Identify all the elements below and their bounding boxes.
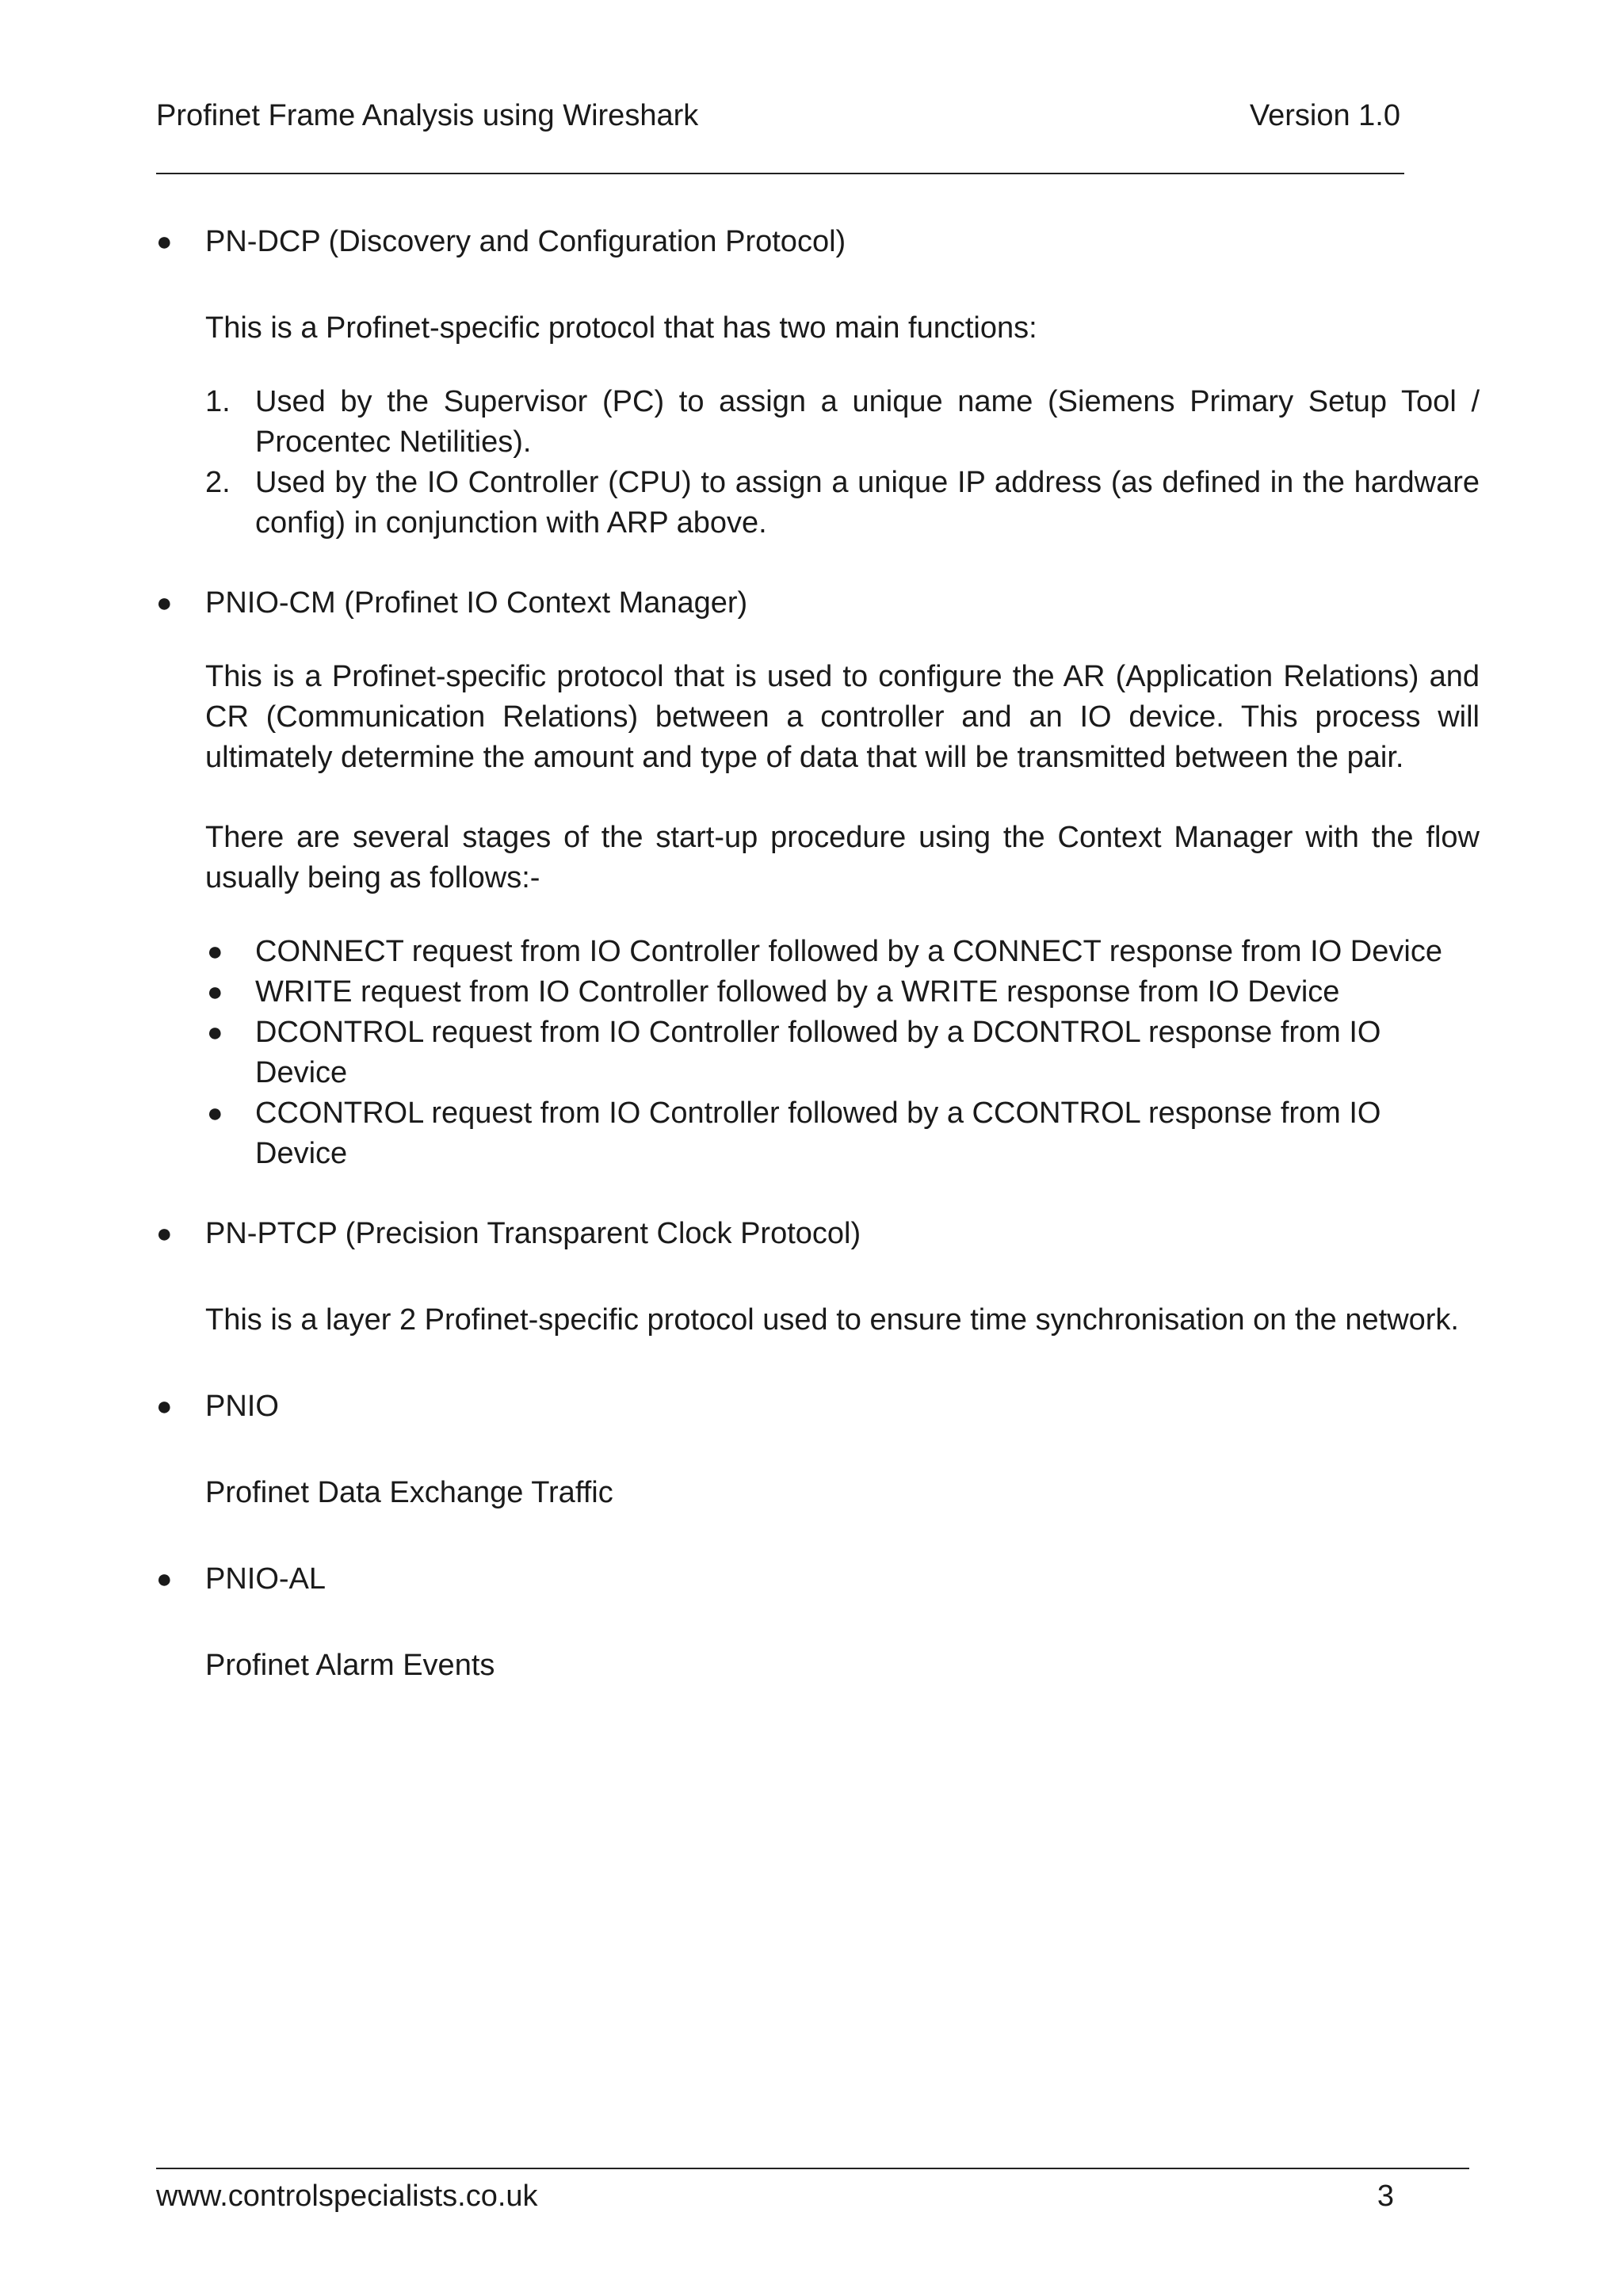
footer-url: www.controlspecialists.co.uk [156,2180,538,2213]
bullet-icon: ● [156,1219,173,1249]
section-heading: PN-DCP (Discovery and Configuration Protocol) [205,225,846,258]
section-intro: This is a Profinet-specific protocol that has two main functions: [205,311,1037,345]
list-item-text: WRITE request from IO Controller followed by a WRITE response from IO Device [255,975,1340,1009]
section-paragraph: There are several stages of the start-up procedure using the Context Manager with the flow usually being as follows:- [205,821,1480,894]
section-heading: PNIO [205,1390,279,1423]
list-item [156,972,1480,1013]
section-heading: PNIO-CM (Profinet IO Context Manager) [205,586,748,620]
section-paragraph: This is a Profinet-specific protocol that is used to configure the AR (Application Relations) and CR (Communication Relations) between a controller and an IO device. This process will ultimately determine the amount and type of data that will be transmitted between the pair. [205,660,1480,774]
list-item-text: CONNECT request from IO Controller followed by a CONNECT response from IO Device [255,935,1442,968]
bullet-icon: ● [207,977,223,1007]
section-heading-pn-ptcp [156,1214,1480,1254]
bullet-icon: ● [207,936,223,967]
item-text: Used by the IO Controller (CPU) to assign a unique IP address (as defined in the hardware config) in conjunction with ARP above. [255,466,1480,540]
item-number: 2. [205,466,231,499]
bullet-icon: ● [207,1017,223,1047]
bullet-icon: ● [156,588,173,618]
section-paragraph: This is a layer 2 Profinet-specific protocol used to ensure time synchronisation on the network. [205,1303,1459,1337]
list-item [156,1013,1480,1093]
item-number: 1. [205,385,231,418]
section-paragraph: Profinet Alarm Events [205,1649,495,1682]
bullet-icon: ● [156,1564,173,1594]
section-paragraph: Profinet Data Exchange Traffic [205,1476,613,1509]
section-heading-pn-dcp [156,222,1480,262]
numbered-item [156,382,1480,463]
bullet-icon: ● [156,1391,173,1421]
header-title: Profinet Frame Analysis using Wireshark [156,99,699,132]
list-item [156,932,1480,972]
list-item [156,1093,1480,1174]
header-rule [156,173,1404,174]
footer-rule [156,2168,1469,2169]
section-heading-pnio-cm [156,583,1480,624]
page-content [156,222,1480,1686]
bullet-icon: ● [156,227,173,257]
list-item-text: CCONTROL request from IO Controller followed by a CCONTROL response from IO Device [255,1097,1381,1170]
item-text: Used by the Supervisor (PC) to assign a unique name (Siemens Primary Setup Tool / Procentec Netilities). [255,385,1480,459]
page-number: 3 [1377,2180,1394,2213]
header-version: Version 1.0 [1249,99,1400,132]
bullet-icon: ● [207,1098,223,1128]
section-heading: PN-PTCP (Precision Transparent Clock Protocol) [205,1217,861,1250]
list-item-text: DCONTROL request from IO Controller followed by a DCONTROL response from IO Device [255,1016,1381,1089]
section-heading-pnio [156,1386,1480,1427]
section-heading: PNIO-AL [205,1562,327,1596]
section-heading-pnio-al [156,1559,1480,1600]
numbered-item [156,463,1480,543]
